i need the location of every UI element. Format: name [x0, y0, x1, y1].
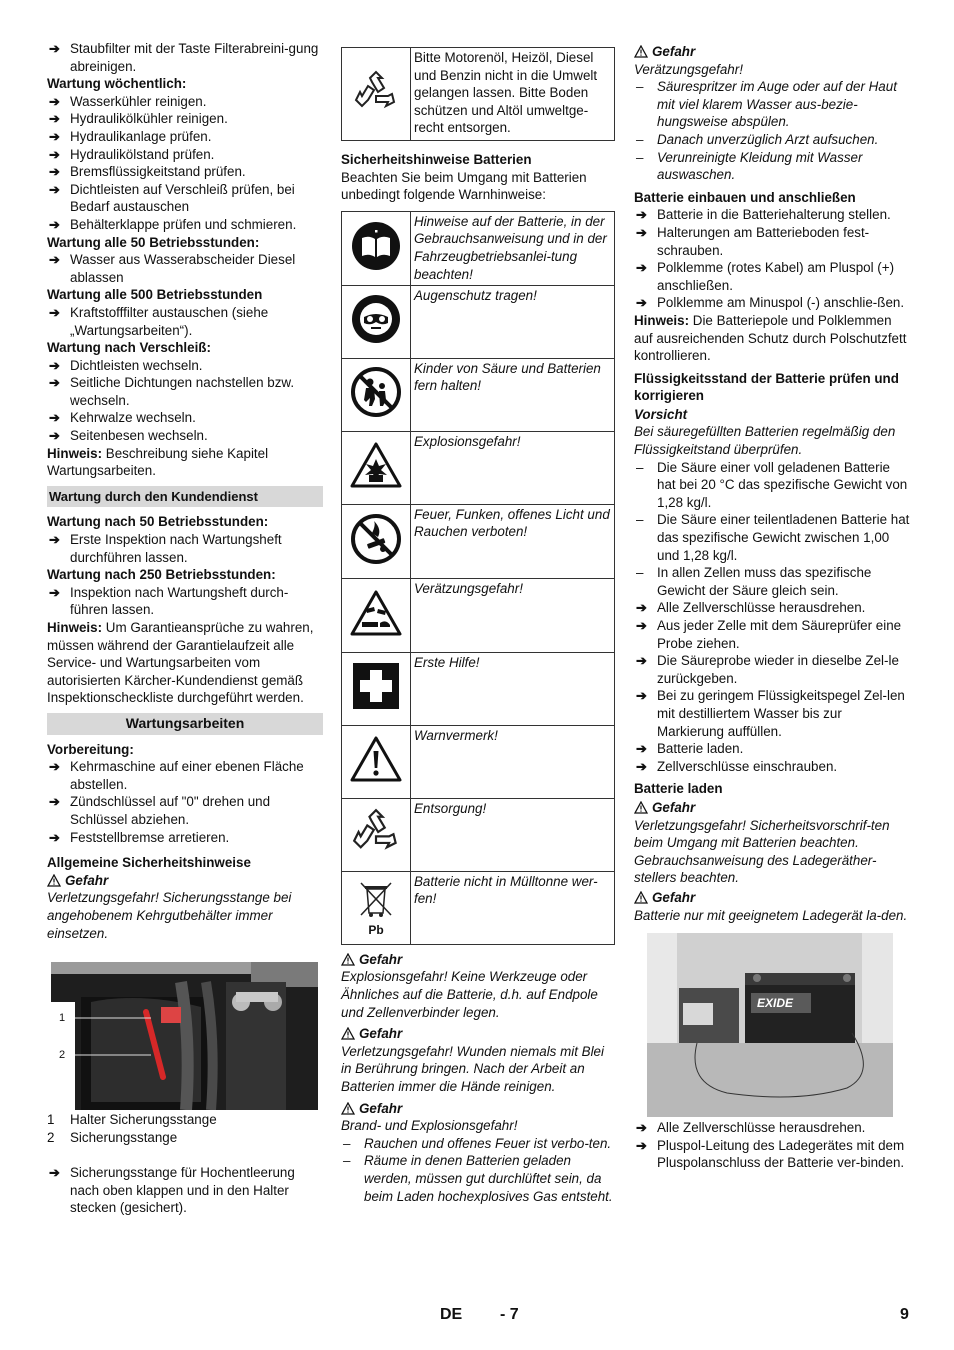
list-item: ➔ Hydraulikölstand prüfen.	[47, 146, 323, 164]
list-item: ➔ Erste Inspektion nach Wartungsheft durchführen lassen.	[47, 531, 323, 566]
danger-label: Gefahr	[341, 1100, 615, 1118]
symbol-cell	[342, 652, 411, 725]
manual-icon	[351, 221, 401, 271]
symbol-text: Hinweise auf der Batterie, in der Gebrauchsanweisung und in der Fahrzeugbetriebsanlei-tung beachten!	[411, 211, 615, 285]
danger-label: Gefahr	[47, 872, 323, 890]
danger-label: Gefahr	[634, 43, 910, 61]
battery-brand: EXIDE	[757, 996, 794, 1011]
list-item: ➔ Seitenbesen wechseln.	[47, 427, 323, 445]
bin-crossed-icon	[356, 879, 396, 919]
danger-text: Verletzungsgefahr! Sicherungsstange bei angehobenem Kehrgutbehälter immer einsetzen.	[47, 890, 292, 941]
column-right	[634, 43, 910, 1172]
list-item: ➔ Halterungen am Batterieboden fest-schrauben.	[634, 224, 910, 259]
symbol-cell	[342, 578, 411, 652]
caution-label: Vorsicht	[634, 406, 688, 422]
symbol-text: Kinder von Säure und Batterien fern halten!	[411, 358, 615, 431]
section-heading: Sicherheitshinweise Batterien	[341, 152, 532, 167]
list-item: ➔ Zündschlüssel auf "0" drehen und Schlüssel abziehen.	[47, 793, 323, 828]
column-left	[47, 40, 323, 1217]
note: Hinweis: Die Batteriepole und Polklemmen auf ausreichenden Schutz durch Polschutzfett kontrollieren.	[634, 312, 907, 364]
warning-triangle-icon	[47, 874, 61, 887]
list-item: ➔ Bei zu geringem Flüssigkeitspegel Zel-len mit destilliertem Wasser bis zur Markierung auffüllen.	[634, 687, 910, 740]
column-middle	[341, 47, 615, 1205]
list-item: ➔ Wasserkühler reinigen.	[47, 93, 323, 111]
list-item: ➔ Staubfilter mit der Taste Filterabreini-gung abreinigen.	[47, 40, 323, 75]
list-item: ➔ Bremsflüssigkeitstand prüfen.	[47, 163, 323, 181]
danger-text: Batterie nur mit geeignetem Ladegerät la-den.	[634, 907, 908, 923]
callout-1: 1	[59, 1012, 66, 1025]
goggles-icon	[351, 294, 401, 344]
list-item: ➔ Feststellbremse arretieren.	[47, 829, 323, 847]
symbol-cell	[342, 798, 411, 871]
legend-item: 1 Halter Sicherungsstange	[47, 1112, 217, 1128]
symbol-cell	[342, 285, 411, 358]
symbol-cell	[342, 211, 411, 285]
recycle-text: Bitte Motorenöl, Heizöl, Diesel und Benzin nicht in die Umwelt gelangen lassen. Bitte Boden schützen und Altöl umweltge-recht entsorgen.	[411, 48, 615, 141]
corrosive-icon	[350, 589, 402, 637]
note: Hinweis: Um Garantieansprüche zu wahren, müssen während der Garantielaufzeit alle Service- und Wartungsarbeiten vom autorisierten Kärcher-Kundendienst gemäß Inspektionscheckliste durchgeführt werden.	[47, 620, 314, 706]
section-heading: Flüssigkeitsstand der Batterie prüfen und korrigieren	[634, 370, 899, 404]
caution-text: Bei säuregefüllten Batterien regelmäßig den Flüssigkeitstand überprüfen.	[634, 424, 896, 458]
symbol-cell	[342, 871, 411, 944]
danger-label: Gefahr	[341, 951, 615, 969]
no-fire-icon	[350, 513, 402, 565]
section-band: Wartung durch den Kundendienst	[47, 486, 323, 508]
section-heading: Batterie laden	[634, 781, 723, 797]
list-item: ➔ Wasser aus Wasserabscheider Diesel ablassen	[47, 251, 323, 286]
symbol-cell	[342, 725, 411, 798]
section-heading: Wartung nach Verschleiß:	[47, 340, 211, 356]
list-item: ➔ Batterie in die Batteriehalterung stellen.	[634, 206, 910, 224]
list-item: ➔ Pluspol-Leitung des Ladegerätes mit dem Pluspolanschluss der Batterie ver-binden.	[634, 1137, 910, 1172]
symbol-cell	[342, 431, 411, 504]
recycle-icon	[352, 808, 400, 856]
recycle-table	[341, 47, 615, 141]
warning-triangle-icon	[341, 953, 355, 966]
list-item: ➔ Kraftstofffilter austauschen (siehe „Wartungsarbeiten“).	[47, 304, 323, 339]
symbol-text: Augenschutz tragen!	[411, 285, 615, 358]
section-heading: Vorbereitung:	[47, 741, 134, 757]
section-heading: Wartung alle 50 Betriebsstunden:	[47, 234, 260, 250]
battery-symbols-table	[341, 211, 615, 945]
dash-item: – Säurespritzer im Auge oder auf der Haut mit viel klarem Wasser aus-bezie-hungsweise abspülen.	[634, 78, 910, 131]
legend-item: 2 Sicherungsstange	[47, 1129, 178, 1145]
callout-2: 2	[59, 1049, 66, 1062]
section-heading: Wartung wöchentlich:	[47, 76, 187, 92]
danger-text: Verätzungsgefahr!	[634, 61, 743, 77]
dash-item: – Danach unverzüglich Arzt aufsuchen.	[634, 131, 910, 149]
dash-item: – Die Säure einer teilentladenen Batterie hat das spezifische Gewicht zwischen 1,00 und 1,28 kg/l.	[634, 511, 910, 564]
footer-language: DE	[440, 1306, 463, 1323]
battery-charger-image	[647, 933, 893, 1117]
list-item: ➔ Kehrwalze wechseln.	[47, 409, 323, 427]
section-heading: Wartung alle 500 Betriebsstunden	[47, 287, 263, 303]
warning-triangle-icon	[634, 891, 648, 904]
symbol-text: Erste Hilfe!	[411, 652, 615, 725]
list-item: ➔ Polklemme (rotes Kabel) am Pluspol (+) anschließen.	[634, 259, 910, 294]
safety-bar-photo	[51, 962, 318, 1110]
symbol-text: Entsorgung!	[411, 798, 615, 871]
list-item: ➔ Sicherungsstange für Hochentleerung nach oben klappen und in den Halter stecken (gesichert).	[47, 1164, 323, 1217]
footer-section: - 7	[500, 1306, 519, 1323]
recycle-icon	[354, 70, 398, 114]
dash-item: – Rauchen und offenes Feuer ist verbo-ten.	[341, 1135, 615, 1153]
note: Hinweis: Beschreibung siehe Kapitel Wartungsarbeiten.	[47, 445, 269, 479]
list-item: ➔ Dichtleisten auf Verschleiß prüfen, bei Bedarf austauschen	[47, 181, 323, 216]
danger-label: Gefahr	[341, 1025, 615, 1043]
warning-triangle-icon	[634, 45, 648, 58]
section-heading: Wartung nach 50 Betriebsstunden:	[47, 514, 269, 530]
list-item: ➔ Aus jeder Zelle mit dem Säureprüfer eine Probe ziehen.	[634, 617, 910, 652]
symbol-cell	[342, 358, 411, 431]
danger-label: Gefahr	[634, 889, 910, 907]
dash-item: – In allen Zellen muss das spezifische Gewicht der Säure gleich sein.	[634, 564, 910, 599]
list-item: ➔ Alle Zellverschlüsse herausdrehen.	[634, 599, 910, 617]
danger-text: Explosionsgefahr! Keine Werkzeuge oder Ähnliches auf die Batterie, d.h. auf Endpole und Zellenverbinder legen.	[341, 969, 598, 1020]
danger-text: Brand- und Explosionsgefahr!	[341, 1118, 518, 1134]
explosion-icon	[350, 441, 402, 489]
dash-item: – Räume in denen Batterien geladen werden, müssen gut durchlüftet sein, da beim Laden hochexplosives Gas entsteht.	[341, 1152, 615, 1205]
section-heading: Wartung nach 250 Betriebsstunden:	[47, 567, 276, 583]
symbol-cell	[342, 504, 411, 578]
paragraph: Beachten Sie beim Umgang mit Batterien unbedingt folgende Warnhinweise:	[341, 169, 587, 203]
symbol-text: Batterie nicht in Mülltonne wer-fen!	[411, 871, 615, 944]
list-item: ➔ Inspektion nach Wartungsheft durch-führen lassen.	[47, 584, 323, 619]
list-item: ➔ Zellverschlüsse einschrauben.	[634, 758, 910, 776]
symbol-text: Verätzungsgefahr!	[411, 578, 615, 652]
symbol-text: Warnvermerk!	[411, 725, 615, 798]
list-item: ➔ Dichtleisten wechseln.	[47, 357, 323, 375]
section-heading: Allgemeine Sicherheitshinweise	[47, 855, 251, 871]
list-item: ➔ Kehrmaschine auf einer ebenen Fläche abstellen.	[47, 758, 323, 793]
list-item: ➔ Polklemme am Minuspol (-) anschlie-ßen.	[634, 294, 910, 312]
list-item: ➔ Hydraulikölkühler reinigen.	[47, 110, 323, 128]
first-aid-icon	[352, 662, 400, 710]
list-item: ➔ Alle Zellverschlüsse herausdrehen.	[634, 1119, 910, 1137]
section-heading: Batterie einbauen und anschließen	[634, 189, 856, 205]
symbol-text: Explosionsgefahr!	[411, 431, 615, 504]
danger-text: Verletzungsgefahr! Wunden niemals mit Blei in Berührung bringen. Nach der Arbeit an Batterien immer die Hände reinigen.	[341, 1043, 604, 1094]
list-item: ➔ Seitliche Dichtungen nachstellen bzw. wechseln.	[47, 374, 323, 409]
list-item: ➔ Die Säureprobe wieder in dieselbe Zel-le zurückgeben.	[634, 652, 910, 687]
page-number: 9	[900, 1306, 909, 1323]
children-icon	[350, 366, 402, 418]
symbol-text: Feuer, Funken, offenes Licht und Rauchen verboten!	[411, 504, 615, 578]
warning-triangle-icon	[341, 1027, 355, 1040]
list-item: ➔ Behälterklappe prüfen und schmieren.	[47, 216, 323, 234]
dash-item: – Die Säure einer voll geladenen Batterie hat bei 20 °C das spezifische Gewicht von 1,28 kg/l.	[634, 459, 910, 512]
warning-icon	[350, 735, 402, 783]
warning-triangle-icon	[341, 1102, 355, 1115]
danger-label: Gefahr	[634, 799, 910, 817]
machine-photo-image	[51, 962, 318, 1110]
pb-label: Pb	[368, 923, 384, 938]
dash-item: – Verunreinigte Kleidung mit Wasser auswaschen.	[634, 149, 910, 184]
section-band: Wartungsarbeiten	[47, 713, 323, 735]
charger-photo	[647, 933, 893, 1117]
list-item: ➔ Hydraulikanlage prüfen.	[47, 128, 323, 146]
recycle-cell	[342, 48, 411, 141]
list-item: ➔ Batterie laden.	[634, 740, 910, 758]
warning-triangle-icon	[634, 801, 648, 814]
danger-text: Verletzungsgefahr! Sicherheitsvorschrif-ten beim Umgang mit Batterien beachten. Gebrauchsanweisung des Ladegeräther-stellers beachten.	[634, 817, 890, 886]
